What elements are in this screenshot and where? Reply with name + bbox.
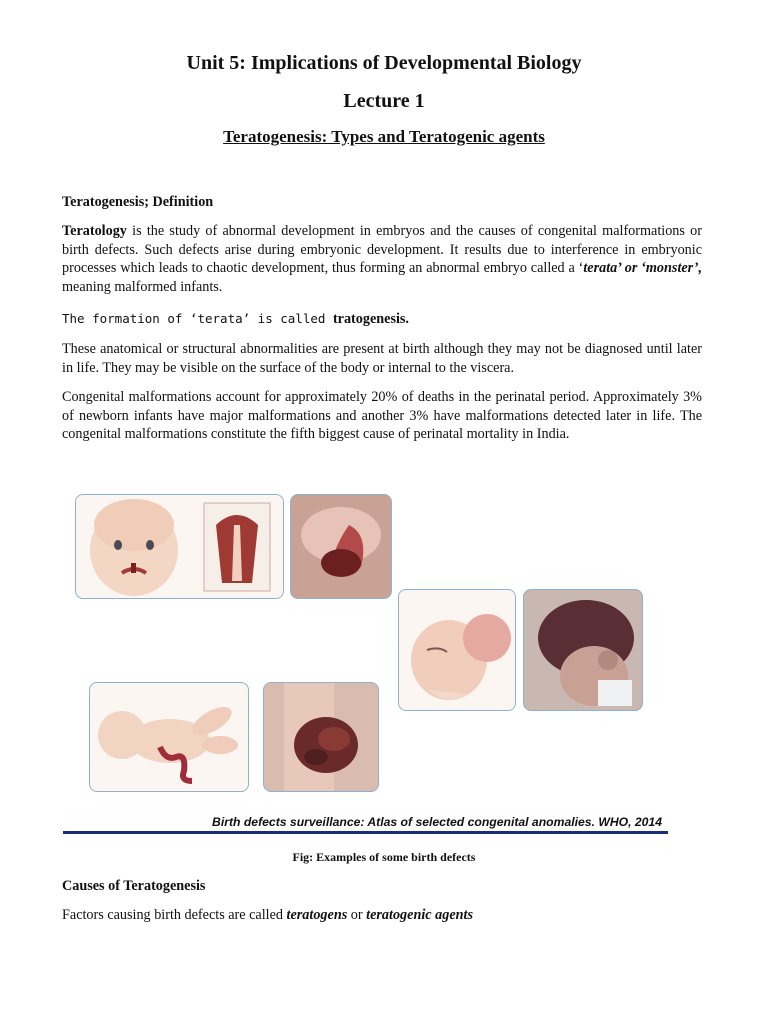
scalp-defect-image	[524, 590, 642, 710]
paragraph-malformations: Congenital malformations account for approximately 20% of deaths in the perinatal period. Approximately 3% of newborn infants have major malformations and another 3% have malformations detected later in life. The congenital malformations constitute the fifth biggest cause of perinatal mortality in India.	[62, 389, 702, 442]
paragraph-formation	[62, 310, 702, 329]
causes-text-start: Factors causing birth defects are called	[62, 907, 287, 923]
formation-text: The formation of ‘terata’ is called	[62, 311, 333, 326]
term-terata-monster: terata’ or ‘monster’,	[583, 260, 702, 276]
paragraph-teratology	[62, 222, 702, 296]
term-teratogens: teratogens	[286, 907, 348, 923]
encephalocele-image	[399, 590, 515, 710]
term-tratogenesis: tratogenesis.	[332, 311, 409, 327]
figure-source-caption: Birth defects surveillance: Atlas of selected congenital anomalies. WHO, 2014	[212, 815, 662, 829]
paragraph-causes	[62, 906, 702, 925]
gastroschisis-photo-panel	[263, 682, 379, 792]
teratology-text: is the study of abnormal development in embryos and the causes of congenital malformations or birth defects. Such defects arise during embryonic development. It results due to interference in embryonic processes which leads to chaotic development, thus forming an abnormal embryo called a ‘	[62, 223, 702, 276]
gastroschisis-illustration-image	[90, 683, 248, 791]
cleft-lip-image	[76, 495, 283, 598]
gastroschisis-photo-image	[264, 683, 378, 791]
teratology-text-end: meaning malformed infants.	[62, 278, 223, 295]
encephalocele-panel	[398, 589, 516, 711]
cleft-palate-panel	[290, 494, 392, 599]
scalp-defect-panel	[523, 589, 643, 711]
unit-title: Unit 5: Implications of Developmental Biology	[186, 52, 582, 74]
cleft-palate-image	[291, 495, 391, 598]
causes-text-mid: or	[347, 907, 367, 923]
term-teratogenic-agents: teratogenic agents	[366, 907, 473, 923]
birth-defects-figure	[63, 472, 668, 834]
section-heading-definition: Teratogenesis; Definition	[62, 194, 214, 210]
gastroschisis-illustration-panel	[89, 682, 249, 792]
section-heading-causes: Causes of Teratogenesis	[62, 878, 206, 894]
figure-caption: Fig: Examples of some birth defects	[292, 850, 476, 864]
cleft-lip-panel	[75, 494, 284, 599]
paragraph-abnormalities: These anatomical or structural abnormalities are present at birth although they may not be diagnosed until later in life. They may be visible on the surface of the body or internal to the viscera.	[62, 341, 702, 376]
lecture-title: Lecture 1	[343, 90, 425, 112]
term-teratology: Teratology	[62, 223, 127, 239]
lecture-subtitle: Teratogenesis: Types and Teratogenic agents	[223, 127, 545, 146]
